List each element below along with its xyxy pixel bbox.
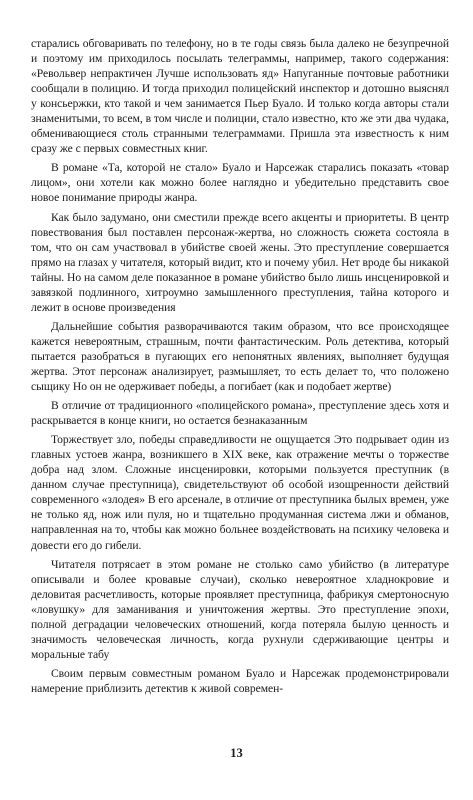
paragraph-4: Дальнейшие события разворачиваются таким образом, что все происходящее кажется невероятным, страшным, почти фантастическим. Роль детектива, который пытается разобраться в пугающих его непонятных явлениях, выполняет будущая жертва. Этот персонаж анализирует, размышляет, то есть делает то, что положено сыщику Но он не одерживает победы, а погибает (как и подобает жертве) [31, 319, 449, 394]
paragraph-3: Как было задумано, они сместили прежде всего акценты и приоритеты. В центр повествования был поставлен персонаж-жертва, но сложность сюжета состояла в том, что он сам участвовал в убийстве своей жены. Это преступление совершается прямо на глазах у читателя, который видит, кто и почему убил. Нет вроде бы никакой тайны. Но на самом деле показанное в романе убийство было лишь инсценировкой и завязкой подлинного, хитроумно замышленного преступления, тайна которого и лежит в основе произведения [31, 210, 449, 314]
paragraph-8: Своим первым совместным романом Буало и Нарсежак продемонстрировали намерение приблизить детектив к живой современ- [31, 666, 449, 695]
paragraph-7: Читателя потрясает в этом романе не столько само убийство (в литературе описывали и более кровавые случаи), сколько невероятное хладнокровие и деловитая расчетливость, которые проявляет преступница, фабрикуя смертоносную «ловушку» для заманивания и уничтожения жертвы. Это преступление эпохи, полной деградации человеческих отношений, когда потеряла былую ценность и значимость человеческая личность, когда рухнули сдерживающие центры и моральные табу [31, 557, 449, 661]
paragraph-2: В романе «Та, которой не стало» Буало и Нарсежак старались показать «товар лицом», они хотели как можно более наглядно и убедительно представить свое новое понимание природы жанра. [31, 161, 449, 205]
page-text [31, 36, 449, 700]
paragraph-1: старались обговаривать по телефону, но в те годы связь была далеко не безупречной и поэтому им приходилось посылать телеграммы, например, такого содержания: «Револьвер непрактичен Лучше использовать яд» Напуганные почтовые работники сообщали в полицию. И тогда приходил полицейский инспектор и дотошно выяснял у консьержки, кто такой и чем занимается Пьер Буало. И только когда авторы стали знаменитыми, то всем, в том числе и полиции, стало известно, кто же эти два чудака, обменивающиеся столь странными телеграммами. Пришла эта известность к ним сразу же с первых совместных книг. [31, 37, 449, 156]
paragraph-6: Торжествует зло, победы справедливости не ощущается Это подрывает один из главных устоев жанра, возникшего в XIX веке, как отражение мечты о торжестве добра над злом. Сложные инсценировки, которыми пользуется преступник (в данном случае преступница), свидетельствуют об особой изощренности действий современного «злодея» В его арсенале, в отличие от преступника былых времен, уже не только яд, нож или пуля, но и тщательно продуманная система лжи и обманов, направленная на то, чтобы как можно больнее воздействовать на психику человека и довести его до гибели. [31, 433, 449, 552]
paragraph-5: В отличие от традиционного «полицейского романа», преступление здесь хотя и раскрывается в конце книги, но остается безнаказанным [31, 399, 449, 428]
page-number: 13 [230, 746, 243, 760]
